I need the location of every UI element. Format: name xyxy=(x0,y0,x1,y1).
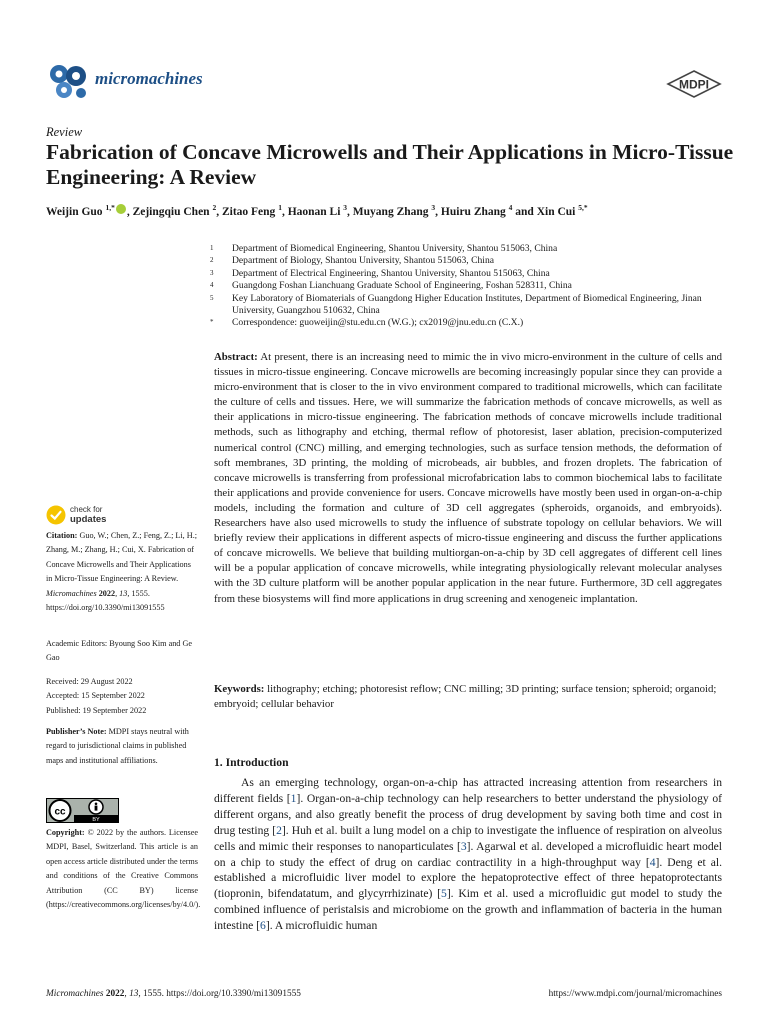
footer-journal: Micromachines xyxy=(46,989,104,999)
academic-editors: Academic Editors: Byoung Soo Kim and Ge Gao xyxy=(46,639,192,663)
affiliation-number: 1 xyxy=(210,244,214,252)
intro-text: ]. A microfluidic human xyxy=(265,919,378,933)
journal-logo-gears-icon xyxy=(46,62,90,100)
citation-block: Citation: Guo, W.; Chen, Z.; Feng, Z.; Li, H.; Zhang, M.; Zhang, H.; Cui, X. Fabrication of Concave Microwells and Their Applications in Micro-Tissue Engineering: A Review. Micromachines 2022, 13, 1555. https://doi.org/10.3390/mi13091555 xyxy=(46,531,198,613)
published-date: Published: 19 September 2022 xyxy=(46,705,147,715)
affiliation-number: 2 xyxy=(210,256,214,265)
author-name: Weijin Guo xyxy=(46,205,103,218)
reference-link[interactable]: 5 xyxy=(441,887,447,901)
citation-journal: Micromachines xyxy=(46,588,97,598)
author-name: Muyang Zhang xyxy=(352,205,429,218)
svg-text:BY: BY xyxy=(92,817,100,823)
author-affiliation-marker: 3 xyxy=(431,203,436,212)
reference-link[interactable]: 4 xyxy=(649,855,656,869)
cc-by-license-icon[interactable] xyxy=(46,798,119,823)
author-affiliation-marker: 5,* xyxy=(578,203,588,212)
footer-doi[interactable]: , 1555. https://doi.org/10.3390/mi13091555 xyxy=(138,989,301,999)
author-affiliation-marker: 1 xyxy=(278,203,282,212)
affiliation-text: Department of Biology, Shantou University, Shantou 515063, China xyxy=(232,255,495,267)
author xyxy=(440,203,513,218)
reference-link[interactable]: 6 xyxy=(260,919,266,933)
abstract xyxy=(214,350,722,607)
author xyxy=(221,203,282,218)
affiliation-number: 5 xyxy=(210,293,214,302)
author-affiliation-marker: 2 xyxy=(212,203,217,212)
intro-text: ]. Deng et al. established a microfluidic liver model to explore the hepatoprotective effect of three hepatoprotectants (tiopronin, bifendatatum, and glycyrrhizinate) [ xyxy=(214,855,722,901)
author xyxy=(132,203,217,218)
author-name: Zitao Feng xyxy=(221,205,276,218)
publisher-note-label: Publisher’s Note: xyxy=(46,727,107,736)
footer-volume: 13 xyxy=(129,989,139,999)
footer-year: 2022 xyxy=(105,989,125,999)
intro-text: ]. Agarwal et al. developed a microfluidic heart model on a chip to study the effect of drug on cardiac contractility in a high-throughput way [ xyxy=(214,839,722,869)
citation-text: Guo, W.; Chen, Z.; Feng, Z.; Li, H.; Zhang, M.; Zhang, H.; Cui, X. Fabrication of Concave Microwells and Their Applications in Micro-Tissue Engineering: A Review. xyxy=(46,531,198,584)
check-for-updates-button[interactable] xyxy=(46,505,166,527)
author xyxy=(287,203,348,218)
section-heading-introduction: 1. Introduction xyxy=(214,756,289,769)
affiliation-text: Department of Biomedical Engineering, Shantou University, Shantou 515063, China xyxy=(232,243,558,254)
copyright-notice xyxy=(46,826,201,912)
svg-text:cc: cc xyxy=(54,806,66,818)
paper-title: Fabrication of Concave Microwells and Their Applications in Micro-Tissue Engineering: A Review xyxy=(46,140,734,189)
intro-text: As an emerging technology, organ-on-a-chip has attracted increasing attention from researchers in different fields [ xyxy=(214,776,722,805)
received-date: Received: 29 August 2022 xyxy=(46,677,133,686)
accepted-date: Accepted: 15 September 2022 xyxy=(46,691,145,701)
author-affiliation-marker: 3 xyxy=(343,203,348,212)
svg-text:MDPI: MDPI xyxy=(679,77,709,92)
affiliation-list xyxy=(210,243,730,330)
affiliation-text: Key Laboratory of Biomaterials of Guangdong Higher Education Institutes, Department of Biomedical Engineering, Jinan University, Guangzhou 510632, China xyxy=(232,292,702,317)
keywords-text: lithography; etching; photoresist reflow; CNC milling; 3D printing; surface tension; spheroid; organoid; embryoid; cellular behavior xyxy=(214,683,717,711)
copyright-label: Copyright: xyxy=(46,828,85,837)
footer-journal-url[interactable]: https://www.mdpi.com/journal/micromachines xyxy=(548,989,722,999)
copyright-text: © 2022 by the authors. Licensee MDPI, Basel, Switzerland. This article is an open access article distributed under the terms and conditions of the Creative Commons Attribution (CC BY) license (https://creativecommons.org/licenses/by/4.0/). xyxy=(46,828,201,910)
affiliation-item xyxy=(210,280,730,292)
publication-dates xyxy=(46,675,198,718)
author-name: Huiru Zhang xyxy=(440,205,506,218)
check-updates-line2: updates xyxy=(70,514,107,525)
article-type: Review xyxy=(46,125,83,139)
author xyxy=(352,203,436,218)
author xyxy=(536,203,588,218)
citation-doi[interactable]: , 1555. https://doi.org/10.3390/mi13091555 xyxy=(46,588,165,613)
affiliation-number: 3 xyxy=(210,268,214,277)
author xyxy=(46,203,127,218)
intro-text: ]. Organ-on-a-chip technology can help researchers to better understand the physiology of different organs, and also greatly benefit the process of drug development by saving both time and cost in drug testing [ xyxy=(214,791,722,837)
check-updates-line1: check for xyxy=(70,505,103,514)
citation-volume: 13 xyxy=(119,588,128,598)
keywords xyxy=(214,682,722,712)
footer-citation: Micromachines 2022, 13, 1555. https://doi.org/10.3390/mi13091555 xyxy=(46,989,301,999)
citation-year: 2022 xyxy=(98,588,116,598)
affiliation-number: 4 xyxy=(210,281,214,290)
author-list: Weijin Guo $^{1,*}$ , Zejingqiu Chen $^2$, Zitao Feng $^1$, Haonan Li $^3$, Muyang Zhang $^3$, Huiru Zhang $^4$ and Xin Cui $^{5,*}$ xyxy=(46,203,588,218)
affiliation-text: Guangdong Foshan Lianchuang Graduate School of Engineering, Foshan 528311, China xyxy=(232,280,572,292)
check-for-updates-icon xyxy=(46,505,66,525)
mdpi-logo-icon xyxy=(666,70,722,98)
author-name: Xin Cui xyxy=(536,205,576,218)
affiliation-item xyxy=(210,268,730,280)
author-affiliation-marker: 1,* xyxy=(105,203,115,212)
affiliation-text: Department of Electrical Engineering, Shantou University, Shantou 515063, China xyxy=(232,267,550,279)
publisher-note xyxy=(46,725,198,768)
reference-link[interactable]: 2 xyxy=(276,823,282,837)
journal-name: micromachines xyxy=(95,69,203,88)
affiliation-item xyxy=(210,293,730,318)
affiliation-item xyxy=(210,317,730,329)
author-affiliation-marker: 4 xyxy=(508,203,513,212)
reference-link[interactable]: 1 xyxy=(290,791,297,805)
affiliation-item xyxy=(210,243,730,255)
introduction-paragraph xyxy=(214,775,722,934)
citation-label: Citation: xyxy=(46,531,78,540)
affiliation-item xyxy=(210,255,730,267)
reference-link[interactable]: 3 xyxy=(460,839,467,853)
author-name: Haonan Li xyxy=(287,205,341,218)
abstract-label: Abstract: xyxy=(214,351,258,363)
publisher-note-text: MDPI stays neutral with regard to jurisdictional claims in published maps and institutional affiliations. xyxy=(46,727,189,765)
author-name: Zejingqiu Chen xyxy=(132,205,210,218)
intro-text: ]. Kim et al. used a microfluidic gut model to study the combined influence of peristalsis and microbiome on the growth and inflammation of bacteria in the human intestine [ xyxy=(214,887,722,933)
affiliation-number: * xyxy=(210,318,214,327)
intro-text: ]. Huh et al. built a lung model on a chip to investigate the influence of respiration on alveolus cells and mimic their responses to nanoparticulates [ xyxy=(214,823,722,853)
abstract-text: At present, there is an increasing need to mimic the in vivo micro-environment in the culture of cells and tissues in micro-tissue engineering. Concave microwells are becoming increasingly popular since they can provide a micro-environment that is closer to the in vivo environment compared to traditional microwells, which can facilitate the culture of cells and tissues. Here, we will summarize the fabrication methods of concave microwells, as well as their applications in micro-tissue engineering. The fabrication methods of concave microwells include traditional methods, such as lithography and etching, thermal reflow of photoresist, laser ablation, precision-computerized numerical control (CNC) milling, and emerging technologies, such as surface tension methods, the deformation of soft membranes, 3D printing, the molding of microbeads, air bubbles, and frozen droplets. The fabrication of concave microwells is transferring from professional microfabrication labs to common biochemical labs to facilitate their applications and provide convenience for users. Concave microwells have mostly been used in organ-on-a-chip models, including the formation and culture of 3D cell aggregates (spheroids, organoids, and embryoids). Researchers have also used microwells to study the influence of substrate topology on cellular behaviors. We will briefly review their applications in different aspects of micro-tissue engineering and discuss the further applications of concave microwells. We believe that building multiorgan-on-a-chip by 3D cell aggregates of different cell lines will be a popular application of concave microwells, while integrating physiologically relevant molecular analyses with the 3D culture platform will be another popular application in the near future. Furthermore, 3D cell aggregates from these biosystems will find more applications in drug screening and xenogeneic implantation. xyxy=(214,351,722,605)
orcid-icon[interactable] xyxy=(116,204,126,214)
affiliation-text: Correspondence: guoweijin@stu.edu.cn (W.G.); cx2019@jnu.edu.cn (C.X.) xyxy=(232,317,524,329)
keywords-label: Keywords: xyxy=(214,683,265,695)
